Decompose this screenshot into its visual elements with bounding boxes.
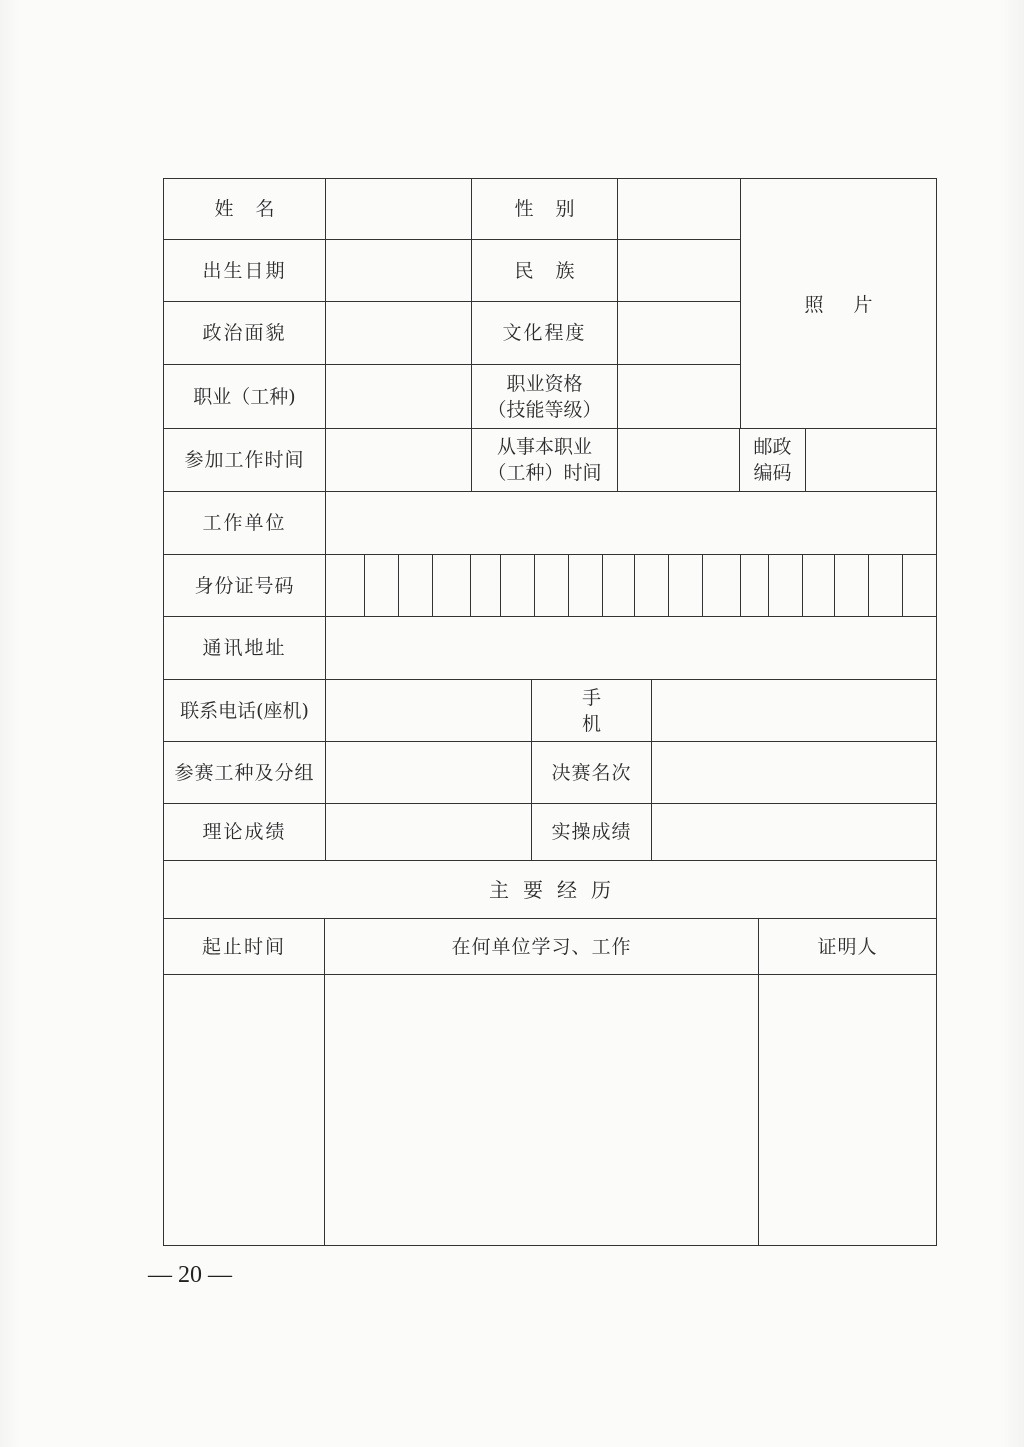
form-row-address xyxy=(164,617,936,680)
name-label: 姓名 xyxy=(164,179,326,239)
id-digit-box xyxy=(834,555,835,616)
id-digit-box xyxy=(634,555,635,616)
id-digit-box xyxy=(534,555,535,616)
qualification-label-line1: 职业资格 xyxy=(506,372,583,395)
witness-header: 证明人 xyxy=(817,935,878,958)
work-start-label: 参加工作时间 xyxy=(164,429,326,491)
form-row-scores xyxy=(164,804,936,861)
form-row-id xyxy=(164,555,936,617)
id-digit-box xyxy=(802,555,803,616)
practice-score-field[interactable] xyxy=(652,804,936,860)
mobile-field[interactable] xyxy=(652,680,936,741)
id-digit-box xyxy=(602,555,603,616)
postal-label-line2: 编码 xyxy=(753,462,792,484)
page-number: — 20 — xyxy=(148,1262,232,1288)
political-label: 政治面貌 xyxy=(164,302,326,364)
category-label: 参赛工种及分组 xyxy=(164,742,326,803)
occupation-time-label-line2: （工种）时间 xyxy=(487,462,602,484)
id-digit-box xyxy=(432,555,433,616)
final-rank-label: 决赛名次 xyxy=(532,742,652,803)
occupation-label: 职业（工种) xyxy=(164,365,326,428)
id-digit-box xyxy=(740,555,741,616)
id-digit-box xyxy=(470,555,471,616)
occupation-time-label xyxy=(472,429,618,491)
education-label: 文化程度 xyxy=(472,302,618,364)
postal-field[interactable] xyxy=(806,429,936,491)
experience-section-title: 主要经历 xyxy=(489,877,625,902)
id-digit-box xyxy=(364,555,365,616)
practice-score-label: 实操成绩 xyxy=(532,804,652,860)
gender-label: 性别 xyxy=(472,179,618,239)
id-digit-box xyxy=(768,555,769,616)
id-digit-box xyxy=(702,555,703,616)
qualification-label xyxy=(472,365,618,428)
id-digit-box xyxy=(668,555,669,616)
id-digit-box xyxy=(568,555,569,616)
occupation-field[interactable] xyxy=(326,365,472,428)
phone-field[interactable] xyxy=(326,680,532,741)
form-row-employer xyxy=(164,492,936,555)
postal-label xyxy=(740,429,806,491)
id-label: 身份证号码 xyxy=(164,555,326,616)
address-field[interactable] xyxy=(326,617,936,679)
form-row-experience-title xyxy=(164,861,936,919)
theory-score-label: 理论成绩 xyxy=(164,804,326,860)
id-digit-box xyxy=(902,555,903,616)
period-field[interactable] xyxy=(164,975,325,1245)
form-row-experience-body xyxy=(164,975,936,1246)
occupation-time-label-line1: 从事本职业 xyxy=(496,436,592,458)
occupation-time-field[interactable] xyxy=(618,429,740,491)
id-digit-box xyxy=(500,555,501,616)
education-field[interactable] xyxy=(618,302,740,364)
final-rank-field[interactable] xyxy=(652,742,936,803)
id-digit-box xyxy=(398,555,399,616)
theory-score-field[interactable] xyxy=(326,804,532,860)
ethnic-field[interactable] xyxy=(618,240,740,301)
name-field[interactable] xyxy=(326,179,472,239)
period-header: 起止时间 xyxy=(164,919,325,974)
registration-form-table xyxy=(163,178,937,1246)
id-number-field[interactable] xyxy=(326,555,936,616)
witness-field[interactable] xyxy=(759,975,936,1245)
postal-label-line1: 邮政 xyxy=(753,436,792,458)
address-label: 通讯地址 xyxy=(164,617,326,679)
qualification-field[interactable] xyxy=(618,365,740,428)
employer-label: 工作单位 xyxy=(164,492,326,554)
form-row-phone xyxy=(164,680,936,742)
mobile-label: 手机 xyxy=(532,680,652,741)
unit-field[interactable] xyxy=(325,975,759,1245)
gender-field[interactable] xyxy=(618,179,740,239)
work-start-field[interactable] xyxy=(326,429,472,491)
qualification-label-line2: （技能等级） xyxy=(487,398,602,421)
form-row-experience-header xyxy=(164,919,936,975)
phone-label: 联系电话(座机) xyxy=(164,680,326,741)
birth-field[interactable] xyxy=(326,240,472,301)
political-field[interactable] xyxy=(326,302,472,364)
form-row-category xyxy=(164,742,936,804)
ethnic-label: 民族 xyxy=(472,240,618,301)
employer-field[interactable] xyxy=(326,492,936,554)
photo-box[interactable]: 照片 xyxy=(740,179,936,428)
unit-header: 在何单位学习、工作 xyxy=(325,919,759,974)
birth-label: 出生日期 xyxy=(164,240,326,301)
form-row-work-start xyxy=(164,429,936,492)
category-field[interactable] xyxy=(326,742,532,803)
id-digit-box xyxy=(868,555,869,616)
